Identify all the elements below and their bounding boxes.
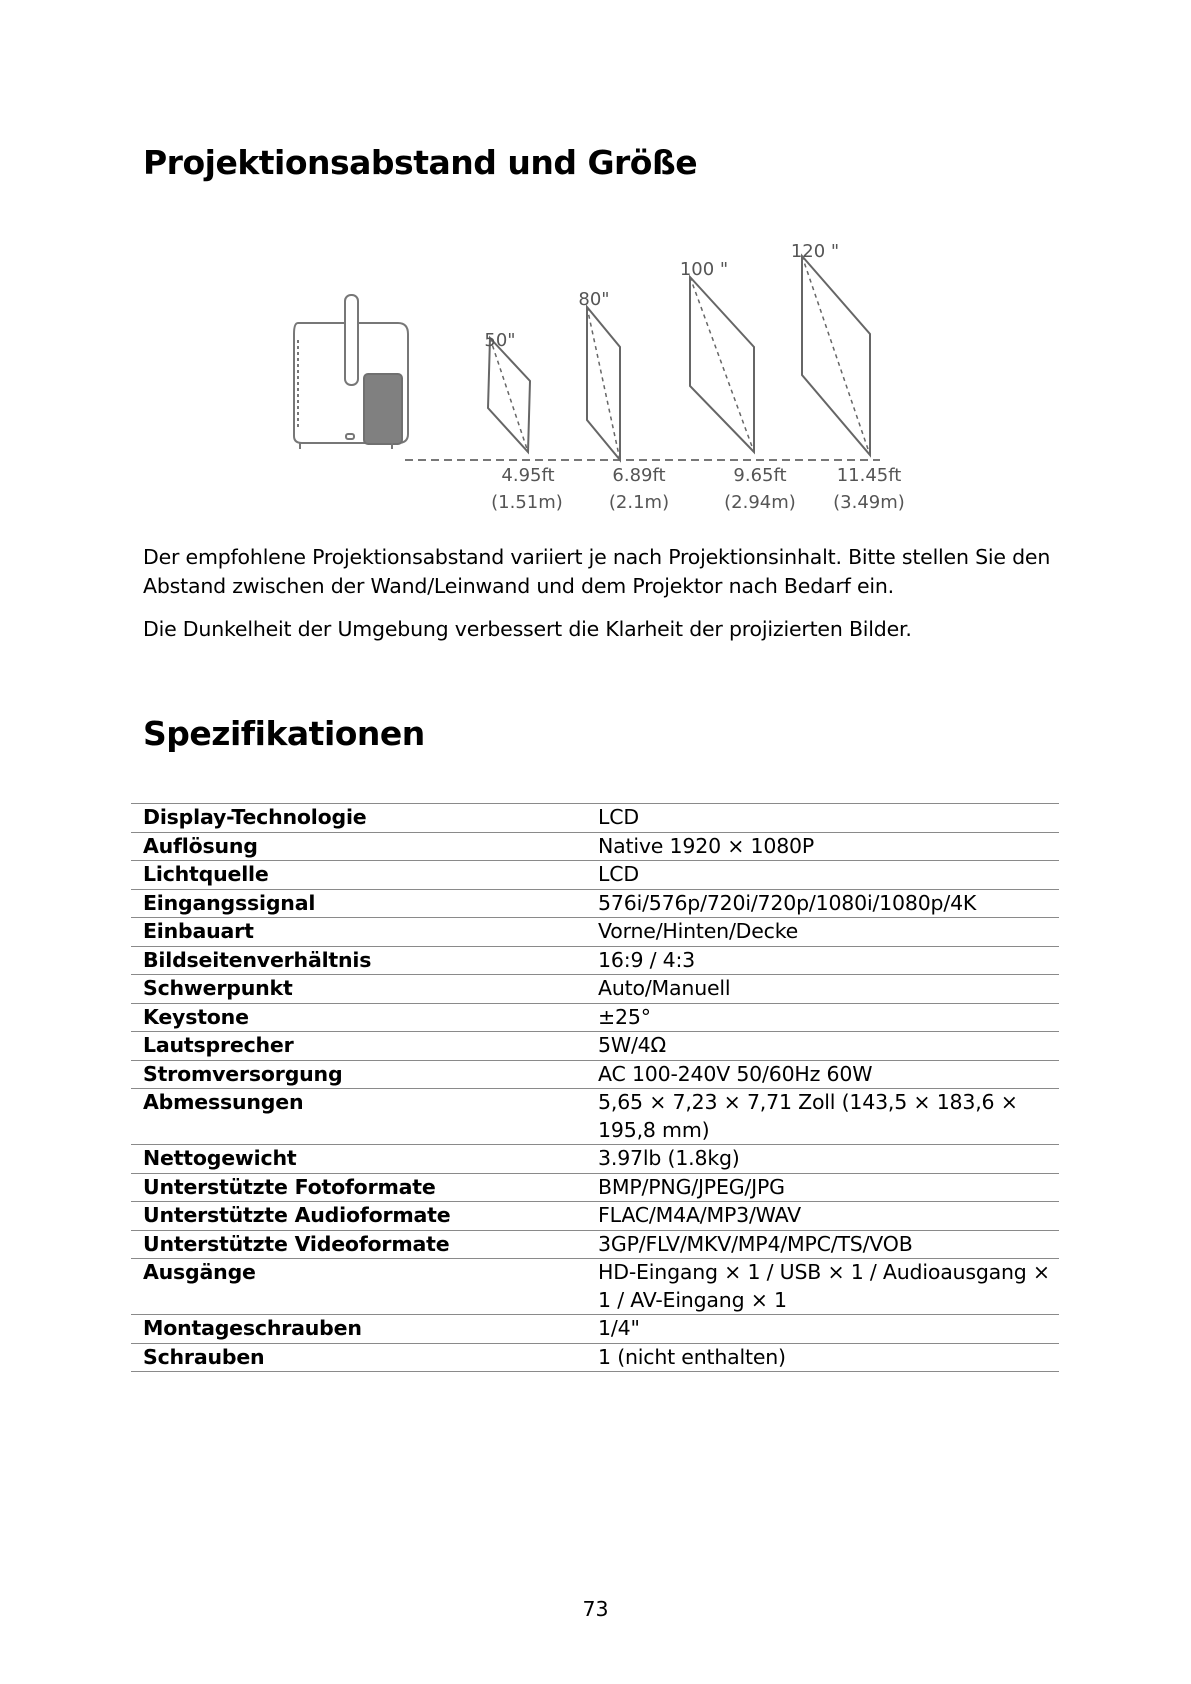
- spec-key: Bildseitenverhältnis: [131, 946, 587, 975]
- spec-value: 16:9 / 4:3: [587, 946, 1059, 975]
- spec-row: [131, 1060, 1059, 1089]
- spec-value: ±25°: [587, 1003, 1059, 1032]
- spec-row: [131, 861, 1059, 890]
- spec-key: Nettogewicht: [131, 1145, 587, 1174]
- spec-value: Native 1920 × 1080P: [587, 832, 1059, 861]
- spec-row: [131, 1032, 1059, 1061]
- spec-row: [131, 1202, 1059, 1231]
- spec-value: LCD: [587, 861, 1059, 890]
- spec-row: [131, 889, 1059, 918]
- spec-value: Auto/Manuell: [587, 975, 1059, 1004]
- spec-value: FLAC/M4A/MP3/WAV: [587, 1202, 1059, 1231]
- distance-ft-label: 9.65ft: [733, 465, 787, 486]
- section-title-projection: Projektionsabstand und Größe: [143, 143, 698, 182]
- spec-key: Unterstützte Audioformate: [131, 1202, 587, 1231]
- spec-key: Lautsprecher: [131, 1032, 587, 1061]
- spec-value: 1/4": [587, 1315, 1059, 1344]
- spec-row: [131, 975, 1059, 1004]
- spec-key: Montageschrauben: [131, 1315, 587, 1344]
- page-number: 73: [582, 1597, 609, 1621]
- screen-size-label: 50": [484, 330, 516, 351]
- spec-row: [131, 1343, 1059, 1372]
- spec-value: 3.97lb (1.8kg): [587, 1145, 1059, 1174]
- distance-m-label: (1.51m): [491, 492, 563, 513]
- spec-row: [131, 918, 1059, 947]
- screen-80: [587, 307, 620, 460]
- screen-size-label: 100 ": [679, 259, 729, 280]
- spec-key: Ausgänge: [131, 1259, 587, 1315]
- spec-value: 5,65 × 7,23 × 7,71 Zoll (143,5 × 183,6 × 195,8 mm): [587, 1089, 1059, 1145]
- spec-row: [131, 1173, 1059, 1202]
- spec-key: Unterstützte Fotoformate: [131, 1173, 587, 1202]
- screen-120: [802, 256, 870, 455]
- spec-row: [131, 1145, 1059, 1174]
- paragraph-projection-distance: Der empfohlene Projektionsabstand variiert je nach Projektionsinhalt. Bitte stellen Sie den Abstand zwischen der Wand/Leinwand und dem Projektor nach Bedarf ein.: [143, 545, 1051, 598]
- spec-key: Eingangssignal: [131, 889, 587, 918]
- paragraph-ambient-darkness: Die Dunkelheit der Umgebung verbessert die Klarheit der projizierten Bilder.: [143, 617, 912, 641]
- spec-table: [131, 803, 1059, 1372]
- spec-row: [131, 1259, 1059, 1315]
- section-title-specs: Spezifikationen: [143, 714, 425, 753]
- projector-illustration: [294, 295, 408, 449]
- spec-value: LCD: [587, 804, 1059, 833]
- spec-key: Lichtquelle: [131, 861, 587, 890]
- screen-50: [488, 338, 530, 452]
- spec-key: Abmessungen: [131, 1089, 587, 1145]
- spec-row: [131, 1230, 1059, 1259]
- spec-key: Schrauben: [131, 1343, 587, 1372]
- distance-m-label: (3.49m): [833, 492, 905, 513]
- spec-value: 1 (nicht enthalten): [587, 1343, 1059, 1372]
- spec-key: Unterstützte Videoformate: [131, 1230, 587, 1259]
- spec-row: [131, 946, 1059, 975]
- projection-distance-diagram: [280, 230, 920, 520]
- spec-key: Schwerpunkt: [131, 975, 587, 1004]
- spec-value: Vorne/Hinten/Decke: [587, 918, 1059, 947]
- distance-ft-label: 11.45ft: [836, 465, 902, 486]
- spec-row: [131, 804, 1059, 833]
- spec-value: 5W/4Ω: [587, 1032, 1059, 1061]
- distance-m-label: (2.1m): [608, 492, 670, 513]
- spec-key: Display-Technologie: [131, 804, 587, 833]
- spec-value: 3GP/FLV/MKV/MP4/MPC/TS/VOB: [587, 1230, 1059, 1259]
- spec-row: [131, 1003, 1059, 1032]
- spec-value: 576i/576p/720i/720p/1080i/1080p/4K: [587, 889, 1059, 918]
- screen-size-label: 120 ": [790, 241, 840, 262]
- distance-ft-label: 4.95ft: [501, 465, 555, 486]
- distance-ft-label: 6.89ft: [612, 465, 666, 486]
- distance-m-label: (2.94m): [724, 492, 796, 513]
- spec-value: AC 100-240V 50/60Hz 60W: [587, 1060, 1059, 1089]
- spec-value: BMP/PNG/JPEG/JPG: [587, 1173, 1059, 1202]
- spec-key: Stromversorgung: [131, 1060, 587, 1089]
- spec-key: Keystone: [131, 1003, 587, 1032]
- spec-value: HD-Eingang × 1 / USB × 1 / Audioausgang × 1 / AV-Eingang × 1: [587, 1259, 1059, 1315]
- spec-key: Einbauart: [131, 918, 587, 947]
- spec-row: [131, 832, 1059, 861]
- screen-size-label: 80": [578, 289, 610, 310]
- spec-key: Auflösung: [131, 832, 587, 861]
- spec-row: [131, 1089, 1059, 1145]
- spec-row: [131, 1315, 1059, 1344]
- screen-100: [690, 277, 754, 452]
